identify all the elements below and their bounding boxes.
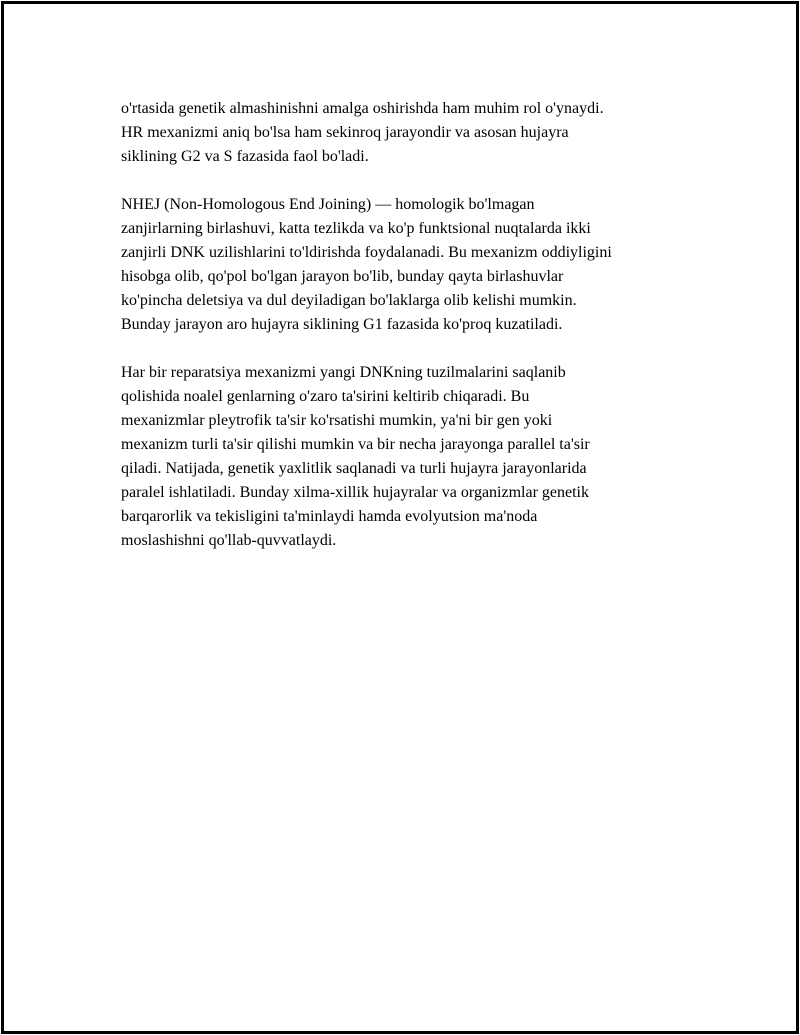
text-line: Har bir reparatsiya mexanizmi yangi DNKning tuzilmalarini saqlanib (121, 364, 566, 381)
text-line: barqarorlik va tekisligini ta'minlaydi hamda evolyutsion ma'noda (121, 508, 538, 525)
text-line: Bunday jarayon aro hujayra siklining G1 fazasida ko'proq kuzatiladi. (121, 316, 563, 333)
text-line: HR mexanizmi aniq bo'lsa ham sekinroq jarayondir va asosan hujayra (121, 124, 569, 141)
paragraph-repair-summary (121, 361, 711, 553)
text-line: zanjirlarning birlashuvi, katta tezlikda va ko'p funktsional nuqtalarda ikki (121, 220, 591, 237)
document-body (121, 97, 711, 577)
text-line: ko'pincha deletsiya va dul deyiladigan bo'laklarga olib kelishi mumkin. (121, 292, 577, 309)
text-line: NHEJ (Non-Homologous End Joining) — homologik bo'lmagan (121, 196, 535, 213)
paragraph-hr-mechanism (121, 97, 711, 169)
text-line: moslashishni qo'llab-quvvatlaydi. (121, 532, 337, 549)
text-line: qiladi. Natijada, genetik yaxlitlik saqlanadi va turli hujayra jarayonlarida (121, 460, 587, 477)
page-frame (1, 1, 799, 1034)
text-line: o'rtasida genetik almashinishni amalga oshirishda ham muhim rol o'ynaydi. (121, 100, 604, 117)
text-line: mexanizmlar pleytrofik ta'sir ko'rsatishi mumkin, ya'ni bir gen yoki (121, 412, 553, 429)
text-line: hisobga olib, qo'pol bo'lgan jarayon bo'lib, bunday qayta birlashuvlar (121, 268, 564, 285)
text-line: zanjirli DNK uzilishlarini to'ldirishda foydalanadi. Bu mexanizm oddiyligini (121, 244, 612, 261)
text-line: paralel ishlatiladi. Bunday xilma-xillik hujayralar va organizmlar genetik (121, 484, 589, 501)
text-line: siklining G2 va S fazasida faol bo'ladi. (121, 148, 369, 165)
paragraph-nhej-mechanism (121, 193, 711, 337)
text-line: qolishida noalel genlarning o'zaro ta'sirini keltirib chiqaradi. Bu (121, 388, 530, 405)
text-line: mexanizm turli ta'sir qilishi mumkin va bir necha jarayonga parallel ta'sir (121, 436, 590, 453)
